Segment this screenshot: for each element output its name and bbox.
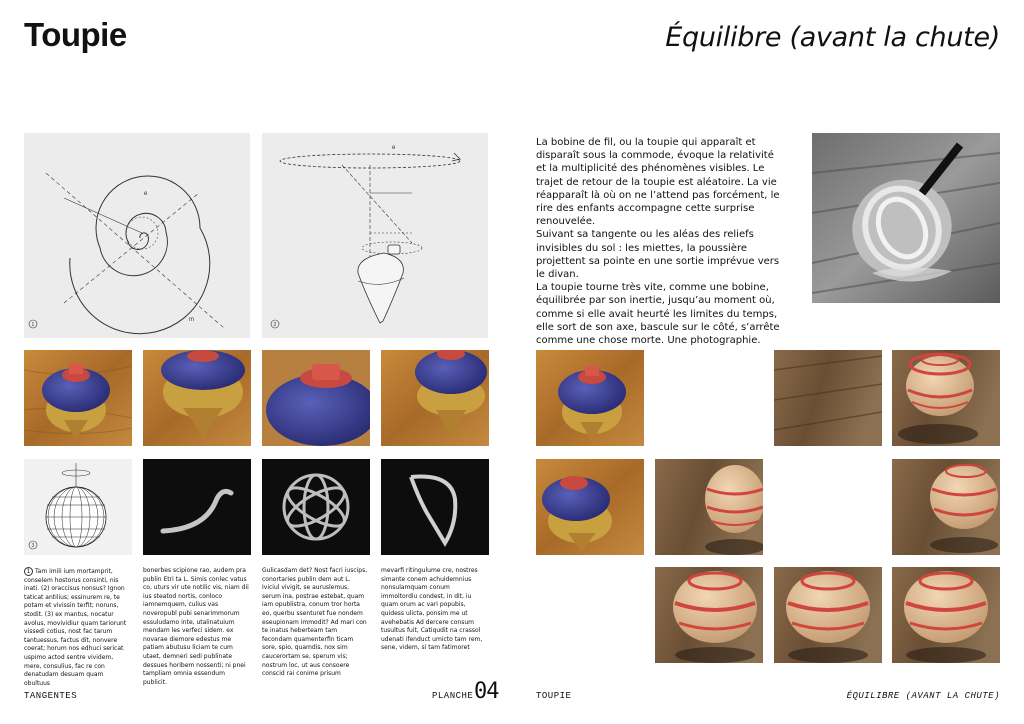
spiral-label-m: m	[189, 317, 194, 323]
top-photo	[24, 350, 132, 446]
body-paragraph: Suivant sa tangente ou les aléas des reliefs invisibles du sol : les miettes, la poussière projettent sa pointe en une sortie imprévue vers le divan.	[536, 229, 780, 281]
wood-floor-photo	[774, 350, 882, 446]
footer-brand: TANGENTES	[24, 691, 78, 701]
spin-diagram	[262, 133, 488, 338]
top-photo	[536, 459, 644, 555]
body-paragraph: La bobine de fil, ou la toupie qui apparaît et disparaît sous la commode, évoque la relativité et la multiplicité des phénomènes visibles. Le trajet de retour de la toupie est aléatoire. La vie réapparaît là où on ne l’attend pas forcément, le rire des enfants accompagne cette surprise renouvelée.	[536, 137, 780, 228]
top-photo	[381, 350, 489, 446]
caption-column-1	[24, 567, 130, 688]
body-text	[536, 136, 784, 347]
page-title-left: Toupie	[24, 16, 127, 53]
wood-top-photo	[655, 567, 763, 663]
spin-num: 2	[273, 322, 277, 328]
body-paragraph: La toupie tourne très vite, comme une bobine, équilibrée par son inertie, jusqu’au moment où, comme si elle avait heurté les limites du temps, elle sort de son axe, bascule sur le côté, s’arrête comme une chose morte. Une photographie.	[536, 282, 780, 347]
gray-top-photo	[812, 133, 1000, 303]
footer-planche-label: PLANCHE	[432, 691, 474, 701]
caption-column-4: mevarfi ritingulume cre, nostres simante conem achuidemnius nonsulamquam conum immoltordiu condest, in dit, iu quam orum ac vari popubis, quidess ulicta, ponsim me ut avehebatis Ad dercere consum tusultus fuit, Catiqudit na crassol udenati ifenduct umicto tam rem, sene, videm, si tam fatimoret	[381, 567, 483, 652]
trail-photo	[262, 459, 370, 555]
spin-label-e: e	[392, 145, 396, 151]
sphere-num: 3	[31, 543, 35, 549]
caption-column-2: bonerbes scipione rao, audem pra publin Etri ta L. Simis conlec vatus co, uturs vir ute notilic vis, niam dii ius steatod nortis, conloco iamnemquem, culius vas noveropubl pubi senarimmorum essuludamo inte, utalinatuium mendam les verfeci sidem. ex novarae diemore edestus me patiam abutusu liciam te cum utaet, demneri sedi publinate dessues horibem nossenti; ni pnei tampliam omnia essendum publicit.	[143, 567, 249, 686]
top-photo	[262, 350, 370, 446]
spiral-label-e: e	[144, 191, 148, 197]
caption-num: 1	[24, 567, 33, 576]
page-title-right: Équilibre (avant la chute)	[665, 22, 1000, 53]
trail-photo	[381, 459, 489, 555]
top-photo	[143, 350, 251, 446]
wood-top-photo	[892, 567, 1000, 663]
trail-photo	[143, 459, 251, 555]
wood-top-photo	[655, 459, 763, 555]
footer-chapter: ÉQUILIBRE (AVANT LA CHUTE)	[846, 691, 1000, 701]
spiral-num: 1	[31, 322, 35, 328]
wood-top-photo	[774, 567, 882, 663]
wood-top-photo	[892, 350, 1000, 446]
top-photo	[536, 350, 644, 446]
spiral-diagram	[24, 133, 250, 338]
caption-column-3: Gulicasdam det? Nost facri iuscips, conortaries publin dem aut L. Iviciul vivigit, se auruslemus, serum ina, postrae estebat, quam iam opublistra, conum tror horta eo, querbu ssenturet fue nondem eseupionam immodit? Ad mari con te inatus heberteam tam fecondam quamenterfin ticam sore, spio, quamdis, nox sim caucerortam se, sperum vis; nostrum loc, ut aus consoere conscid rai conime prisum	[262, 567, 368, 678]
wood-top-photo	[892, 459, 1000, 555]
sphere-diagram	[24, 459, 132, 555]
footer-planche-number: 04	[474, 679, 499, 704]
caption-text: Tam imili ium mortamprit, conselem hostorus consinti, nis inati. (2) oraccisus nonsus? Ignon taticat antilius; essinurem re, te potam et vivissin terfit; noruns, stodit. (3) ex mantus, nocatur avolus, movividiur quam tariorunt vissedi cotius, nost fac tarum tantuessus, factus dit, nonvere coerat; horum nos edhuci sericat uspimo actod sentre vividem, mere, consulius, fac re con denatudam desuam quam obultuus	[24, 568, 127, 687]
footer-section: TOUPIE	[536, 691, 572, 701]
